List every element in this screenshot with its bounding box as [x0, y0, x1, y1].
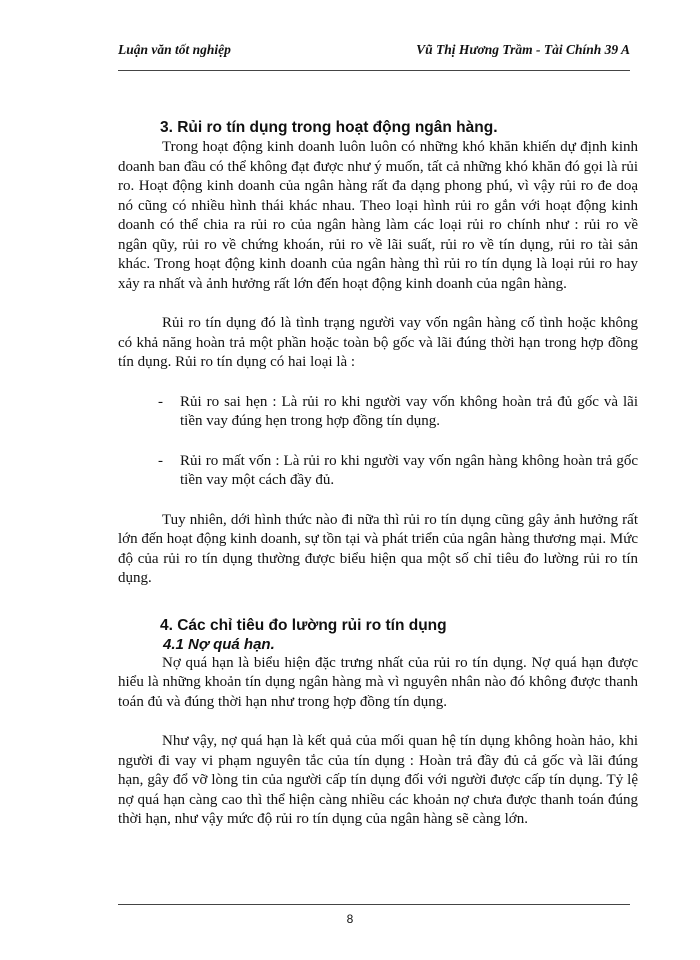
section-3-paragraph-3: Tuy nhiên, dới hình thức nào đi nữa thì rủi ro tín dụng cũng gây ảnh hưởng rất lớn đến hoạt động kinh doanh, sự tồn tại và phát triển của ngân hàng thương mại. Mức độ của rủi ro tín dụng thường được biểu hiện qua một số chỉ tiêu đo lường rủi ro tín dụng.: [118, 511, 638, 586]
page-number: 8: [346, 912, 354, 926]
bullet-dash: -: [158, 393, 163, 410]
page-header: [118, 42, 630, 62]
page-body: [118, 118, 638, 830]
section-4-1-paragraph-1: Nợ quá hạn là biểu hiện đặc trưng nhất của rủi ro tín dụng. Nợ quá hạn được hiểu là những khoản tín dụng ngân hàng mà vì nguyên nhân nào đó không được thanh toán đủ và đúng thời hạn như trong hợp đồng tín dụng.: [118, 654, 638, 710]
footer-divider: [118, 904, 630, 905]
bullet-item-1: [158, 393, 638, 432]
bullet-item-2: [158, 452, 638, 491]
section-4-heading: 4. Các chỉ tiêu đo lường rủi ro tín dụng: [160, 616, 447, 634]
bullet-item-1-text: Rủi ro sai hẹn : Là rủi ro khi người vay vốn không hoàn trả đủ gốc và lãi tiền vay đúng hẹn trong hợp đồng tín dụng.: [180, 393, 638, 429]
section-4-1-paragraph-2: Như vậy, nợ quá hạn là kết quả của mối quan hệ tín dụng không hoàn hảo, khi người đi vay vi phạm nguyên tắc của tín dụng : Hoàn trả đầy đủ cả gốc và lãi đúng hạn, gây đổ vỡ lòng tin của người cấp tín dụng đối với người được cấp tín dụng. Tỷ lệ nợ quá hạn càng cao thì thể hiện càng nhiều các khoản nợ chưa được thanh toán đúng thời hạn, như vậy mức độ rủi ro tín dụng của ngân hàng sẽ càng lớn.: [118, 733, 638, 827]
header-left-text: Luận văn tốt nghiệp: [118, 42, 231, 57]
bullet-dash: -: [158, 452, 163, 469]
section-3-heading: 3. Rủi ro tín dụng trong hoạt động ngân hàng.: [160, 119, 498, 136]
section-3-paragraph-1: Trong hoạt động kinh doanh luôn luôn có những khó khăn khiến dự định kinh doanh ban đầu có thể không đạt được như ý muốn, tất cả những khó khăn đó gọi là rủi ro. Hoạt động kinh doanh của ngân hàng rất đa dạng phong phú, vì vậy rủi ro đe doạ nó cũng có nhiều hình thái khác nhau. Theo loại hình rủi ro gắn với hoạt động kinh doanh có thể chia ra rủi ro của ngân hàng làm các loại rủi ro chính như : rủi ro về ngân qũy, rủi ro về chứng khoán, rủi ro về lãi suất, rủi ro về tín dụng, rủi ro tài sản khác. Trong hoạt động kinh doanh của ngân hàng thì rủi ro tín dụng là loại rủi ro hay xảy ra nhất và ảnh hưởng rất lớn đến hoạt động kinh doanh của ngân hàng.: [118, 139, 638, 292]
section-3-paragraph-2: Rủi ro tín dụng đó là tình trạng người vay vốn ngân hàng cố tình hoặc không có khả năng hoàn trả một phần hoặc toàn bộ gốc và lãi đúng thời hạn trong hợp đồng tín dụng. Rủi ro tín dụng có hai loại là :: [118, 315, 638, 370]
subsection-4-1-heading: 4.1 Nợ quá hạn.: [163, 635, 275, 653]
bullet-item-2-text: Rủi ro mất vốn : Là rủi ro khi người vay vốn ngân hàng không hoàn trả gốc tiền vay một cách đầy đủ.: [180, 452, 638, 488]
header-divider: [118, 70, 630, 71]
header-right-text: Vũ Thị Hương Trầm - Tài Chính 39 A: [416, 42, 630, 57]
